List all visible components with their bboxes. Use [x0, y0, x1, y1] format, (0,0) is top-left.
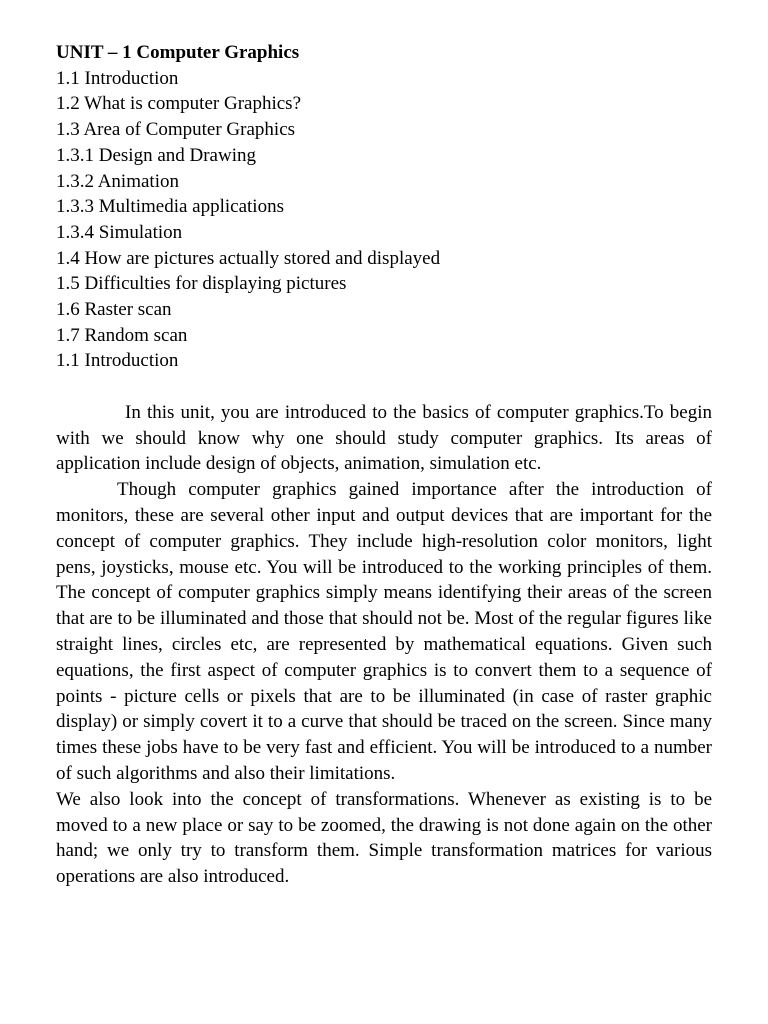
section-heading-introduction: 1.1 Introduction — [56, 350, 179, 372]
toc-item-1-2: 1.2 What is computer Graphics? — [56, 93, 301, 115]
toc-item-1-7: 1.7 Random scan — [56, 324, 188, 346]
paragraph-transformations: We also look into the concept of transformations. Whenever as existing is to be moved to a new place or say to be zoomed, the drawing is not done again on the other hand; we only try to transform them. Simple transformation matrices for various operations are also introduced. — [56, 788, 712, 888]
toc-item-1-3-3: 1.3.3 Multimedia applications — [56, 196, 284, 218]
table-of-contents — [56, 40, 712, 374]
unit-title: UNIT – 1 Computer Graphics — [56, 42, 300, 63]
toc-item-1-5: 1.5 Difficulties for displaying pictures — [56, 273, 347, 295]
toc-item-1-1: 1.1 Introduction — [56, 67, 179, 89]
toc-item-1-6: 1.6 Raster scan — [56, 299, 172, 321]
toc-item-1-3-2: 1.3.2 Animation — [56, 170, 179, 192]
toc-item-1-3-4: 1.3.4 Simulation — [56, 221, 183, 243]
toc-item-1-3: 1.3 Area of Computer Graphics — [56, 119, 296, 141]
document-page — [56, 40, 712, 890]
toc-item-1-4: 1.4 How are pictures actually stored and displayed — [56, 247, 441, 269]
paragraph-intro: In this unit, you are introduced to the basics of computer graphics.To begin with we should know why one should study computer graphics. Its areas of application include design of objects, animation, simulation etc. — [56, 401, 712, 475]
body-text — [56, 400, 712, 890]
toc-item-1-3-1: 1.3.1 Design and Drawing — [56, 144, 256, 166]
paragraph-devices: Though computer graphics gained importance after the introduction of monitors, these are several other input and output devices that are important for the concept of computer graphics. They include high-resolution color monitors, light pens, joysticks, mouse etc. You will be introduced to the working principles of them. The concept of computer graphics simply means identifying their areas of the screen that are to be illuminated and those that should not be. Most of the regular figures like straight lines, circles etc, are represented by mathematical equations. Given such equations, the first aspect of computer graphics is to convert them to a sequence of points - picture cells or pixels that are to be illuminated (in case of raster graphic display) or simply covert it to a curve that should be traced on the screen. Since many times these jobs have to be very fast and efficient. You will be introduced to a number of such algorithms and also their limitations. — [56, 479, 712, 784]
